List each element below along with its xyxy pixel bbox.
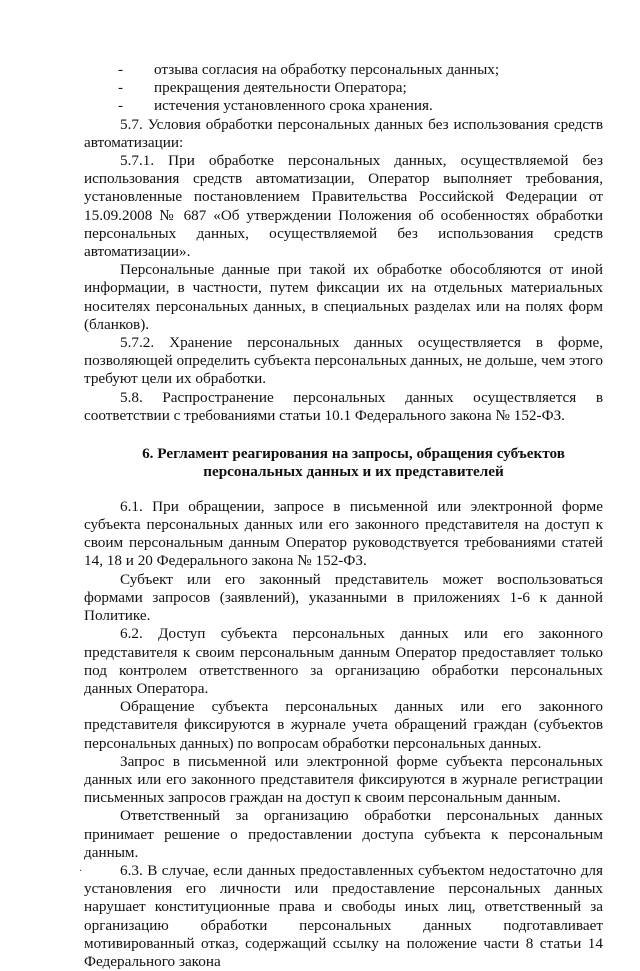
paragraph: 5.8. Распространение персональных данных осуществляется в соответствии с требованиями статьи 10.1 Федерального закона № 152-ФЗ. xyxy=(84,388,603,424)
list-item-text: прекращения деятельности Оператора; xyxy=(154,79,407,97)
list-item xyxy=(84,61,603,79)
list-item xyxy=(84,79,603,97)
list-item-text: истечения установленного срока хранения. xyxy=(154,97,433,115)
paragraph: 6.3. В случае, если данных предоставленных субъектом недостаточно для установления его личности или предоставление персональных данных нарушает конституционные права и свободы иных лиц, ответственный за организацию обработки персональных данных подготавливает мотивированный отказ, содержащий ссылку на положение части 8 статьи 14 Федерального закона xyxy=(84,861,603,970)
paragraph: 5.7.1. При обработке персональных данных, осуществляемой без использования средств автоматизации, Оператор выполняет требования, установленные постановлением Правительства Российской Федерации от 15.09.2008 № 687 «Об утверждении Положения об особенностях обработки персональных данных, осуществляемой без использования средств автоматизации». xyxy=(84,152,603,261)
paragraph: 6.1. При обращении, запросе в письменной или электронной форме субъекта персональных данных или его законного представителя на доступ к своим персональным данным Оператор руководствуется требованиями статей 14, 18 и 20 Федерального закона № 152-ФЗ. xyxy=(84,497,603,570)
paragraph: Ответственный за организацию обработки персональных данных принимает решение о предоставлении доступа субъекта к персональным данным. xyxy=(84,807,603,861)
bullet-dash: - xyxy=(118,79,124,97)
paragraph: Персональные данные при такой их обработке обособляются от иной информации, в частности, путем фиксации их на отдельных материальных носителях персональных данных, в специальных разделах или на полях форм (бланков). xyxy=(84,261,603,333)
scan-speck: · xyxy=(79,866,83,877)
bullet-dash: - xyxy=(118,61,124,78)
paragraph: 5.7.2. Хранение персональных данных осуществляется в форме, позволяющей определить субъекта персональных данных, не дольше, чем этого требуют цели их обработки. xyxy=(84,334,603,388)
paragraph: 5.7. Условия обработки персональных данных без использования средств автоматизации: xyxy=(84,115,603,151)
section-heading-line: персональных данных и их представителей xyxy=(203,463,504,481)
document-body xyxy=(84,61,603,971)
bullet-dash: - xyxy=(118,97,124,115)
paragraph: Обращение субъекта персональных данных или его законного представителя фиксируются в журнале учета обращений граждан (субъектов персональных данных) по вопросам обработки персональных данных. xyxy=(84,698,603,752)
section-heading-line: 6. Регламент реагирования на запросы, обращения субъектов xyxy=(142,445,565,463)
paragraph: Субъект или его законный представитель может воспользоваться формами запросов (заявлений), указанными в приложениях 1-6 к данной Политике. xyxy=(84,570,603,625)
list-item xyxy=(84,97,603,115)
list-item-text: отзыва согласия на обработку персональных данных; xyxy=(154,61,500,78)
paragraph: Запрос в письменной или электронной форме субъекта персональных данных или его законного представителя фиксируются в журнале регистрации письменных запросов граждан на доступ к своим персональным данным. xyxy=(84,752,603,807)
paragraph: 6.2. Доступ субъекта персональных данных или его законного представителя к своим персональным данным Оператор предоставляет только под контролем ответственного за организацию обработки персональных данных Оператора. xyxy=(84,625,603,697)
section-heading xyxy=(84,445,603,482)
